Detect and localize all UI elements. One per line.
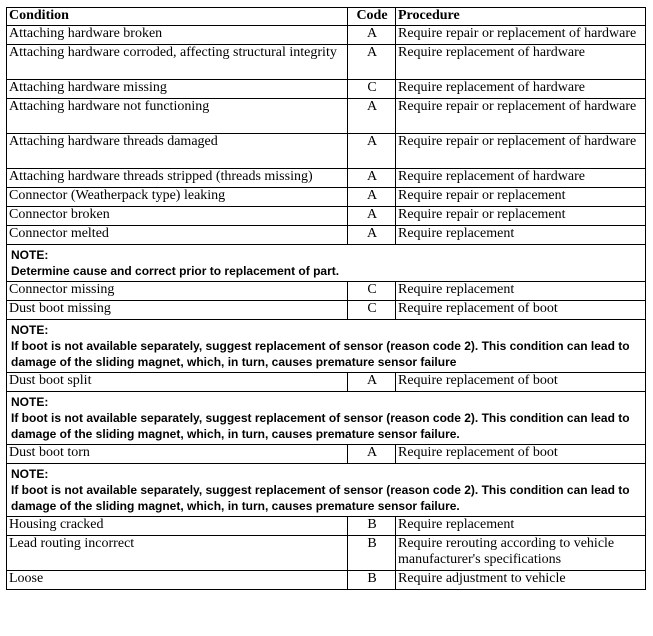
procedure-cell: Require replacement of boot bbox=[396, 445, 646, 464]
header-condition: Condition bbox=[7, 8, 348, 26]
header-procedure: Procedure bbox=[396, 8, 646, 26]
note-cell bbox=[7, 320, 646, 373]
procedure-cell: Require replacement of hardware bbox=[396, 169, 646, 188]
code-cell: C bbox=[348, 301, 396, 320]
table-row bbox=[7, 169, 646, 188]
note-text: If boot is not available separately, suggest replacement of sensor (reason code 2). This condition can lead to damage of the sliding magnet, which, in turn, causes premature sensor failure bbox=[11, 339, 630, 369]
code-cell: C bbox=[348, 282, 396, 301]
note-label: NOTE: bbox=[11, 395, 49, 409]
procedure-cell: Require replacement of hardware bbox=[396, 80, 646, 99]
code-cell: A bbox=[348, 45, 396, 80]
table-row bbox=[7, 571, 646, 590]
table-row bbox=[7, 134, 646, 169]
table-row bbox=[7, 26, 646, 45]
note-cell bbox=[7, 392, 646, 445]
note-row bbox=[7, 320, 646, 373]
procedure-cell: Require repair or replacement bbox=[396, 188, 646, 207]
table-row bbox=[7, 517, 646, 536]
procedure-cell: Require adjustment to vehicle bbox=[396, 571, 646, 590]
condition-cell: Connector missing bbox=[7, 282, 348, 301]
note-cell bbox=[7, 464, 646, 517]
code-cell: B bbox=[348, 536, 396, 571]
procedure-cell: Require replacement bbox=[396, 517, 646, 536]
code-cell: B bbox=[348, 571, 396, 590]
table-row bbox=[7, 80, 646, 99]
note-row bbox=[7, 392, 646, 445]
code-cell: A bbox=[348, 26, 396, 45]
code-cell: A bbox=[348, 207, 396, 226]
condition-cell: Dust boot split bbox=[7, 373, 348, 392]
procedure-cell: Require replacement bbox=[396, 226, 646, 245]
condition-cell: Connector broken bbox=[7, 207, 348, 226]
procedure-cell: Require repair or replacement of hardware bbox=[396, 26, 646, 45]
condition-cell: Loose bbox=[7, 571, 348, 590]
procedure-cell: Require replacement of boot bbox=[396, 301, 646, 320]
condition-cell: Attaching hardware threads damaged bbox=[7, 134, 348, 169]
condition-cell: Attaching hardware broken bbox=[7, 26, 348, 45]
header-row bbox=[7, 8, 646, 26]
note-cell bbox=[7, 245, 646, 282]
procedure-cell: Require replacement of hardware bbox=[396, 45, 646, 80]
note-label: NOTE: bbox=[11, 248, 49, 262]
table-row bbox=[7, 282, 646, 301]
procedure-cell: Require rerouting according to vehicle manufacturer's specifications bbox=[396, 536, 646, 571]
code-cell: A bbox=[348, 99, 396, 134]
note-text: If boot is not available separately, suggest replacement of sensor (reason code 2). This condition can lead to damage of the sliding magnet, which, in turn, causes premature sensor failure. bbox=[11, 483, 630, 513]
condition-cell: Attaching hardware corroded, affecting structural integrity bbox=[7, 45, 348, 80]
note-text: Determine cause and correct prior to replacement of part. bbox=[11, 264, 340, 278]
procedure-cell: Require repair or replacement of hardware bbox=[396, 134, 646, 169]
condition-cell: Connector melted bbox=[7, 226, 348, 245]
procedure-cell: Require replacement of boot bbox=[396, 373, 646, 392]
condition-cell: Lead routing incorrect bbox=[7, 536, 348, 571]
table-row bbox=[7, 226, 646, 245]
procedure-cell: Require replacement bbox=[396, 282, 646, 301]
code-cell: A bbox=[348, 373, 396, 392]
note-row bbox=[7, 464, 646, 517]
condition-cell: Attaching hardware missing bbox=[7, 80, 348, 99]
procedure-cell: Require repair or replacement bbox=[396, 207, 646, 226]
condition-cell: Attaching hardware not functioning bbox=[7, 99, 348, 134]
inspection-table bbox=[6, 7, 646, 590]
condition-cell: Attaching hardware threads stripped (threads missing) bbox=[7, 169, 348, 188]
code-cell: C bbox=[348, 80, 396, 99]
table-row bbox=[7, 536, 646, 571]
condition-cell: Connector (Weatherpack type) leaking bbox=[7, 188, 348, 207]
condition-cell: Dust boot torn bbox=[7, 445, 348, 464]
table-row bbox=[7, 207, 646, 226]
code-cell: B bbox=[348, 517, 396, 536]
note-text: If boot is not available separately, suggest replacement of sensor (reason code 2). This condition can lead to damage of the sliding magnet, which, in turn, causes premature sensor failure. bbox=[11, 411, 630, 441]
code-cell: A bbox=[348, 134, 396, 169]
table-row bbox=[7, 445, 646, 464]
code-cell: A bbox=[348, 445, 396, 464]
procedure-cell: Require repair or replacement of hardware bbox=[396, 99, 646, 134]
code-cell: A bbox=[348, 188, 396, 207]
table-row bbox=[7, 188, 646, 207]
header-code: Code bbox=[348, 8, 396, 26]
note-label: NOTE: bbox=[11, 467, 49, 481]
note-label: NOTE: bbox=[11, 323, 49, 337]
code-cell: A bbox=[348, 169, 396, 188]
condition-cell: Dust boot missing bbox=[7, 301, 348, 320]
table-row bbox=[7, 99, 646, 134]
condition-cell: Housing cracked bbox=[7, 517, 348, 536]
note-row bbox=[7, 245, 646, 282]
code-cell: A bbox=[348, 226, 396, 245]
table-row bbox=[7, 45, 646, 80]
table-row bbox=[7, 301, 646, 320]
table-row bbox=[7, 373, 646, 392]
